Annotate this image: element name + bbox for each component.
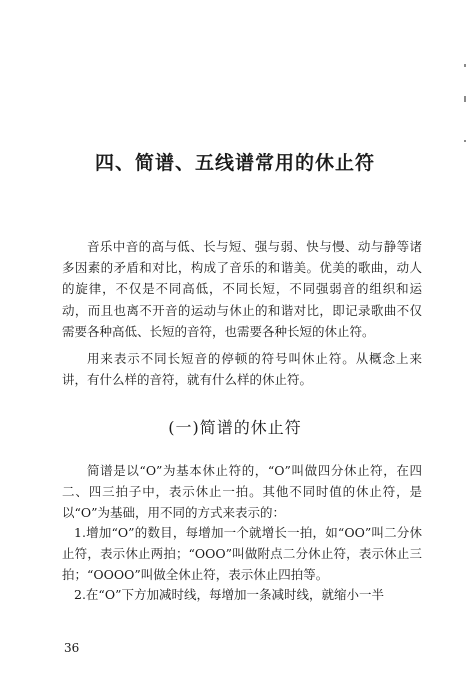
paragraph-intro: 音乐中音的高与低、长与短、强与弱、快与慢、动与静等诸多因素的矛盾和对比，构成了音乐的和谐美。优美的歌曲，动人的旋律，不仅是不同高低，不同长短，不同强弱音的组织和运动，而且也离不开音的运动与休止的和谐对比，即记录歌曲不仅需要各种高低、长短的音符，也需要各种长短的休止符。 [62,239,422,339]
paragraph-rule-2: 2.在“O”下方加减时线，每增加一条减时线，就缩小一半 [74,587,384,602]
scan-margin-mark [464,64,466,67]
paragraph-definition: 用来表示不同长短音的停顿的符号叫休止符。从概念上来讲，有什么样的音符，就有什么样的休止符。 [62,351,422,388]
page-number: 36 [64,641,80,655]
paragraph-basic-rest: 简谱是以“O”为基本休止符的，“O”叫做四分休止符，在四二、四三拍子中，表示休止一拍。其他不同时值的休止符，是以“O”为基础，用不同的方式来表示的： [62,463,422,521]
paragraph-rule-1: 1.增加“O”的数目，每增加一个就增长一拍，如“OO”叫二分休止符，表示休止两拍；“OOO”叫做附点二分休止符，表示休止三拍；“OOOO”叫做全休止符，表示休止四拍等。 [62,525,422,583]
scan-margin-mark [464,96,466,102]
section-title: (一)简谱的休止符 [168,418,302,437]
chapter-title: 四、简谱、五线谱常用的休止符 [94,152,375,174]
scan-margin-mark [464,140,466,142]
